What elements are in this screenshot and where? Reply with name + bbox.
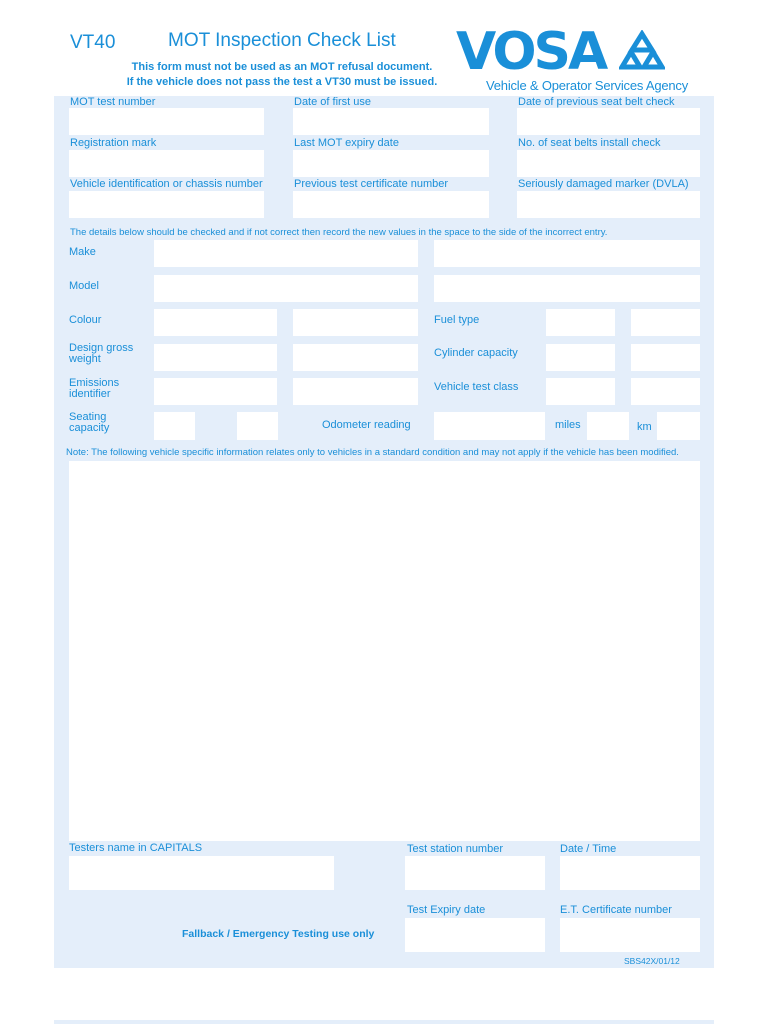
seatbelts-install-label: No. of seat belts install check [518, 137, 661, 149]
prev-cert-number-field[interactable] [293, 191, 489, 218]
page-edge-divider [54, 1020, 714, 1024]
date-time-field[interactable] [560, 856, 700, 890]
seating-capacity-label-line1: Seating [69, 411, 107, 423]
model-field[interactable] [154, 275, 418, 302]
testers-name-field[interactable] [69, 856, 334, 890]
colour-field[interactable] [154, 309, 277, 336]
date-first-use-label: Date of first use [294, 96, 372, 108]
date-first-use-field[interactable] [293, 108, 489, 135]
et-certificate-number-label: E.T. Certificate number [560, 904, 672, 916]
warning-line-1: This form must not be used as an MOT refusal document. [131, 61, 433, 73]
fallback-note: Fallback / Emergency Testing use only [182, 928, 375, 940]
model-label: Model [69, 280, 99, 292]
vehicle-specific-info-area[interactable] [69, 461, 700, 841]
cylinder-capacity-label: Cylinder capacity [434, 347, 518, 359]
form-title: MOT Inspection Check List [168, 30, 396, 51]
registration-mark-label: Registration mark [70, 137, 157, 149]
seatbelts-install-field[interactable] [517, 150, 700, 177]
colour-label: Colour [69, 314, 102, 326]
make-correction-field[interactable] [434, 240, 700, 267]
fuel-type-correction-field[interactable] [631, 309, 700, 336]
seating-capacity-correction-field[interactable] [237, 412, 278, 440]
vehicle-test-class-correction-field[interactable] [631, 378, 700, 405]
cylinder-capacity-field[interactable] [546, 344, 615, 371]
triangles-logo-icon [619, 30, 665, 70]
test-expiry-date-field[interactable] [405, 918, 545, 952]
model-correction-field[interactable] [434, 275, 700, 302]
testers-name-label: Testers name in CAPITALS [69, 842, 203, 854]
test-station-number-label: Test station number [407, 843, 503, 855]
odometer-reading-label: Odometer reading [322, 419, 411, 431]
design-gross-weight-correction-field[interactable] [293, 344, 418, 371]
vin-label: Vehicle identification or chassis number [70, 178, 263, 190]
prev-seatbelt-label: Date of previous seat belt check [518, 96, 675, 108]
et-certificate-number-field[interactable] [560, 918, 700, 952]
odometer-reading-field[interactable] [434, 412, 545, 440]
vehicle-specific-note: Note: The following vehicle specific information relates only to vehicles in a standard condition and may not apply if the vehicle has been modified. [66, 447, 679, 458]
warning-line-2: If the vehicle does not pass the test a VT30 must be issued. [126, 76, 438, 88]
vin-field[interactable] [69, 191, 264, 218]
seating-capacity-label-line2: capacity [69, 422, 110, 434]
cylinder-capacity-correction-field[interactable] [631, 344, 700, 371]
test-station-number-field[interactable] [405, 856, 545, 890]
details-note: The details below should be checked and if not correct then record the new values in the space to the side of the incorrect entry. [70, 227, 608, 238]
fuel-type-field[interactable] [546, 309, 615, 336]
design-gross-weight-label-line2: weight [69, 353, 101, 365]
design-gross-weight-field[interactable] [154, 344, 277, 371]
seating-capacity-field[interactable] [154, 412, 195, 440]
logo-wordmark: VOSA [456, 22, 606, 82]
emissions-identifier-label [69, 378, 119, 400]
design-gross-weight-label-line1: Design gross [69, 342, 134, 354]
prev-cert-number-label: Previous test certificate number [294, 178, 449, 190]
emissions-identifier-label-line1: Emissions [69, 377, 120, 389]
emissions-identifier-field[interactable] [154, 378, 277, 405]
vehicle-test-class-field[interactable] [546, 378, 615, 405]
damaged-marker-label: Seriously damaged marker (DVLA) [518, 178, 689, 190]
make-field[interactable] [154, 240, 418, 267]
miles-label: miles [555, 419, 581, 431]
km-checkbox[interactable] [657, 412, 700, 440]
fuel-type-label: Fuel type [434, 314, 480, 326]
emissions-identifier-correction-field[interactable] [293, 378, 418, 405]
form-reference: SBS42X/01/12 [624, 956, 680, 966]
agency-name: Vehicle & Operator Services Agency [486, 78, 689, 93]
date-time-label: Date / Time [560, 843, 617, 855]
seating-capacity-label [69, 412, 109, 434]
colour-correction-field[interactable] [293, 309, 418, 336]
last-mot-expiry-field[interactable] [293, 150, 489, 177]
last-mot-expiry-label: Last MOT expiry date [294, 137, 399, 149]
refusal-warning [98, 60, 466, 90]
test-expiry-date-label: Test Expiry date [407, 904, 486, 916]
km-label: km [637, 421, 652, 433]
registration-mark-field[interactable] [69, 150, 264, 177]
damaged-marker-field[interactable] [517, 191, 700, 218]
miles-checkbox[interactable] [587, 412, 629, 440]
prev-seatbelt-field[interactable] [517, 108, 700, 135]
vehicle-test-class-label: Vehicle test class [434, 381, 519, 393]
form-code: VT40 [70, 32, 116, 53]
vosa-logo [456, 22, 696, 96]
emissions-identifier-label-line2: identifier [69, 388, 111, 400]
design-gross-weight-label [69, 343, 133, 365]
mot-test-number-label: MOT test number [70, 96, 156, 108]
mot-test-number-field[interactable] [69, 108, 264, 135]
make-label: Make [69, 246, 96, 258]
